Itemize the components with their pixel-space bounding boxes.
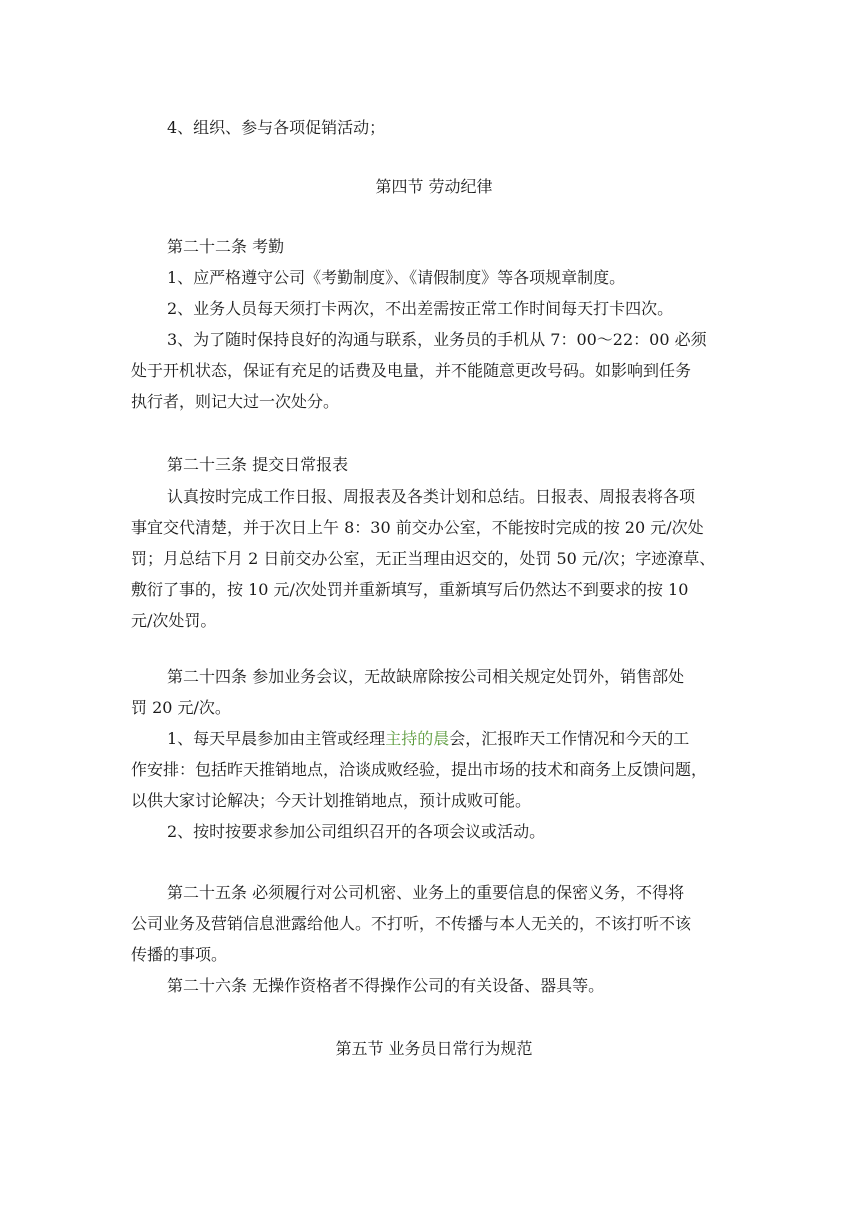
article-24-intro: ，无故缺席除按公司相关规定处罚外，销售部处 bbox=[348, 667, 685, 686]
article-23-line-4: 敷衍了事的，按 10 元/次处罚并重新填写，重新填写后仍然达不到要求的按 10 bbox=[131, 580, 689, 599]
article-24-item-1-text-b: 会，汇报昨天工作情况和今天的工 bbox=[449, 729, 690, 748]
article-24-line-1 bbox=[167, 664, 684, 690]
article-23-heading: 第二十三条 提交日常报表 bbox=[167, 455, 349, 474]
section-5-title: 第五节 业务员日常行为规范 bbox=[335, 1039, 533, 1058]
article-24-item-1-text-a: 1、每天早晨参加由主管或经理 bbox=[167, 729, 386, 748]
article-22-item-3-line-3: 执行者，则记大过一次处分。 bbox=[131, 392, 340, 411]
article-24-item-1-line-2: 作安排：包括昨天推销地点，洽谈成败经验，提出市场的技术和商务上反馈问题， bbox=[131, 760, 708, 779]
article-22-heading: 第二十二条 考勤 bbox=[167, 237, 285, 256]
article-24-heading: 第二十四条 参加业务会议 bbox=[167, 667, 349, 686]
article-25-line-1: 第二十五条 必须履行对公司机密、业务上的重要信息的保密义务，不得将 bbox=[167, 883, 685, 902]
article-22-item-3-line-2: 处于开机状态，保证有充足的话费及电量，并不能随意更改号码。如影响到任务 bbox=[131, 361, 692, 380]
article-25-line-2: 公司业务及营销信息泄露给他人。不打听，不传播与本人无关的，不该打听不该 bbox=[131, 914, 692, 933]
article-24-item-1-line-1 bbox=[167, 726, 689, 752]
article-22-item-3-line-1: 3、为了随时保持良好的沟通与联系，业务员的手机从 7：00～22：00 必须 bbox=[167, 330, 707, 349]
list-item-4: 4、组织、参与各项促销活动； bbox=[167, 118, 386, 137]
article-24-line-2: 罚 20 元/次。 bbox=[131, 698, 231, 717]
section-4-title: 第四节 劳动纪律 bbox=[375, 177, 493, 196]
article-25-line-3: 传播的事项。 bbox=[131, 945, 228, 964]
article-23-line-5: 元/次处罚。 bbox=[131, 611, 217, 630]
morning-meeting-link[interactable]: 主持的晨 bbox=[385, 729, 450, 748]
article-24-item-2: 2、按时按要求参加公司组织召开的各项会议或活动。 bbox=[167, 822, 546, 841]
article-23-line-2: 事宜交代清楚，并于次日上午 8：30 前交办公室，不能按时完成的按 20 元/次处 bbox=[131, 518, 704, 537]
article-26: 第二十六条 无操作资格者不得操作公司的有关设备、器具等。 bbox=[167, 976, 605, 995]
article-24-item-1-line-3: 以供大家讨论解决；今天计划推销地点，预计成败可能。 bbox=[131, 791, 532, 810]
article-23-line-3: 罚；月总结下月 2 日前交办公室，无正当理由迟交的，处罚 50 元/次；字迹潦草、 bbox=[131, 549, 716, 568]
article-23-line-1: 认真按时完成工作日报、周报表及各类计划和总结。日报表、周报表将各项 bbox=[167, 487, 696, 506]
article-22-item-1: 1、应严格遵守公司《考勤制度》、《请假制度》等各项规章制度。 bbox=[167, 268, 626, 287]
article-22-item-2: 2、业务人员每天须打卡两次，不出差需按正常工作时间每天打卡四次。 bbox=[167, 299, 674, 318]
